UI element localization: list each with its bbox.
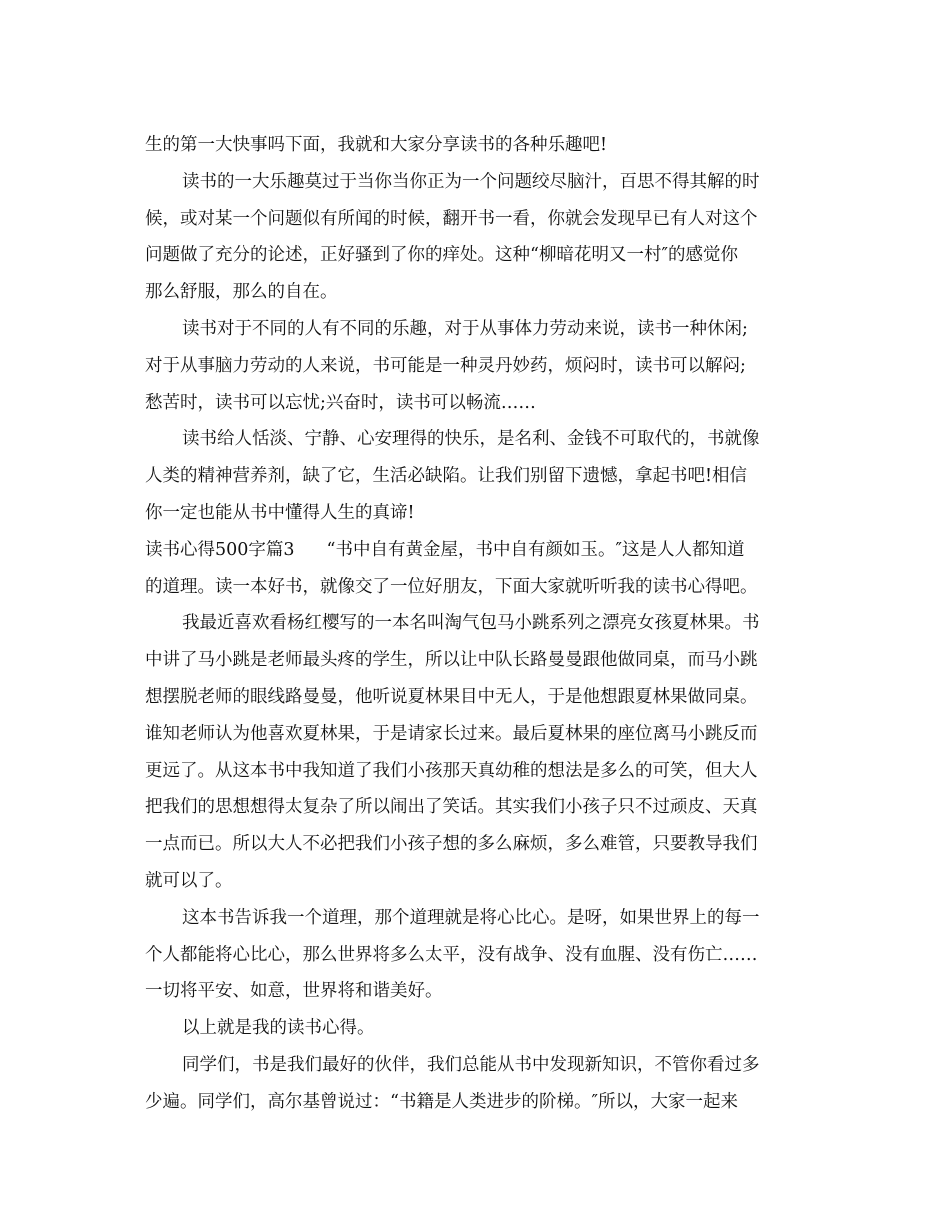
paragraph-start-line: 读书对于不同的人有不同的乐趣，对于从事体力劳动来说，读书一种休闲; (182, 318, 748, 339)
text-line: 生的第一大快事吗下面，我就和大家分享读书的各种乐趣吧! (145, 135, 608, 155)
text-line: 问题做了充分的论述，正好骚到了你的痒处。这种“柳暗花明又一村″的感觉你 (145, 245, 738, 266)
section-heading-title: 读书心得500字篇3 (145, 539, 295, 560)
text-line: 更远了。从这本书中我知道了我们小孩那天真幼稚的想法是多么的可笑，但大人 (145, 760, 758, 781)
text-line: 中讲了马小跳是老师最头疼的学生，所以让中队长路曼曼跟他做同桌，而马小跳 (145, 650, 758, 671)
text-line: 谁知老师认为他喜欢夏林果，于是请家长过来。最后夏林果的座位离马小跳反而 (145, 723, 758, 744)
paragraph-start-line: 同学们，书是我们最好的伙伴，我们总能从书中发现新知识，不管你看过多 (182, 1054, 760, 1075)
text-line: 一点而已。所以大人不必把我们小孩子想的多么麻烦，多么难管，只要教导我们 (145, 834, 758, 855)
text-line: 那么舒服，那么的自在。 (145, 282, 338, 303)
text-line: 愁苦时，读书可以忘忧;兴奋时，读书可以畅流…… (145, 392, 536, 413)
text-line: 少遍。同学们，高尔基曾说过：“书籍是人类进步的阶梯。″所以，大家一起来 (145, 1091, 738, 1112)
text-line: 把我们的思想想得太复杂了所以闹出了笑话。其实我们小孩子只不过顽皮、天真 (145, 797, 758, 818)
text-line: 想摆脱老师的眼线路曼曼，他听说夏林果目中无人，于是他想跟夏林果做同桌。 (145, 686, 758, 707)
text-line: 就可以了。 (145, 870, 233, 891)
section-heading-line (145, 532, 805, 569)
paragraph-start-line: 以上就是我的读书心得。 (182, 1018, 375, 1039)
paragraph-start-line: 读书给人恬淡、宁静、心安理得的快乐，是名利、金钱不可取代的，书就像 (182, 429, 760, 450)
text-line: 的道理。读一本好书，就像交了一位好朋友，下面大家就听听我的读书心得吧。 (145, 576, 758, 597)
paragraph-start-line: 读书的一大乐趣莫过于当你当你正为一个问题绞尽脑汁，百思不得其解的时 (182, 171, 760, 192)
text-line: 一切将平安、如意，世界将和谐美好。 (145, 981, 443, 1002)
paragraph-start-line: 我最近喜欢看杨红樱写的一本名叫淘气包马小跳系列之漂亮女孩夏林果。书 (182, 613, 760, 634)
text-line: 你一定也能从书中懂得人生的真谛! (145, 502, 415, 523)
text-line: 人类的精神营养剂，缺了它，生活必缺陷。让我们别留下遗憾，拿起书吧!相信 (145, 466, 748, 487)
text-line: 个人都能将心比心，那么世界将多么太平，没有战争、没有血腥、没有伤亡…… (145, 944, 758, 965)
text-line: 候，或对某一个问题似有所闻的时候，翻开书一看，你就会发现早已有人对这个 (145, 208, 758, 229)
section-heading-quote: “书中自有黄金屋，书中自有颜如玉。″这是人人都知道 (326, 539, 745, 560)
paragraph-start-line: 这本书告诉我一个道理，那个道理就是将心比心。是呀，如果世界上的每一 (182, 907, 760, 928)
text-line: 对于从事脑力劳动的人来说，书可能是一种灵丹妙药，烦闷时，读书可以解闷; (145, 355, 746, 376)
document-body (145, 127, 805, 1121)
